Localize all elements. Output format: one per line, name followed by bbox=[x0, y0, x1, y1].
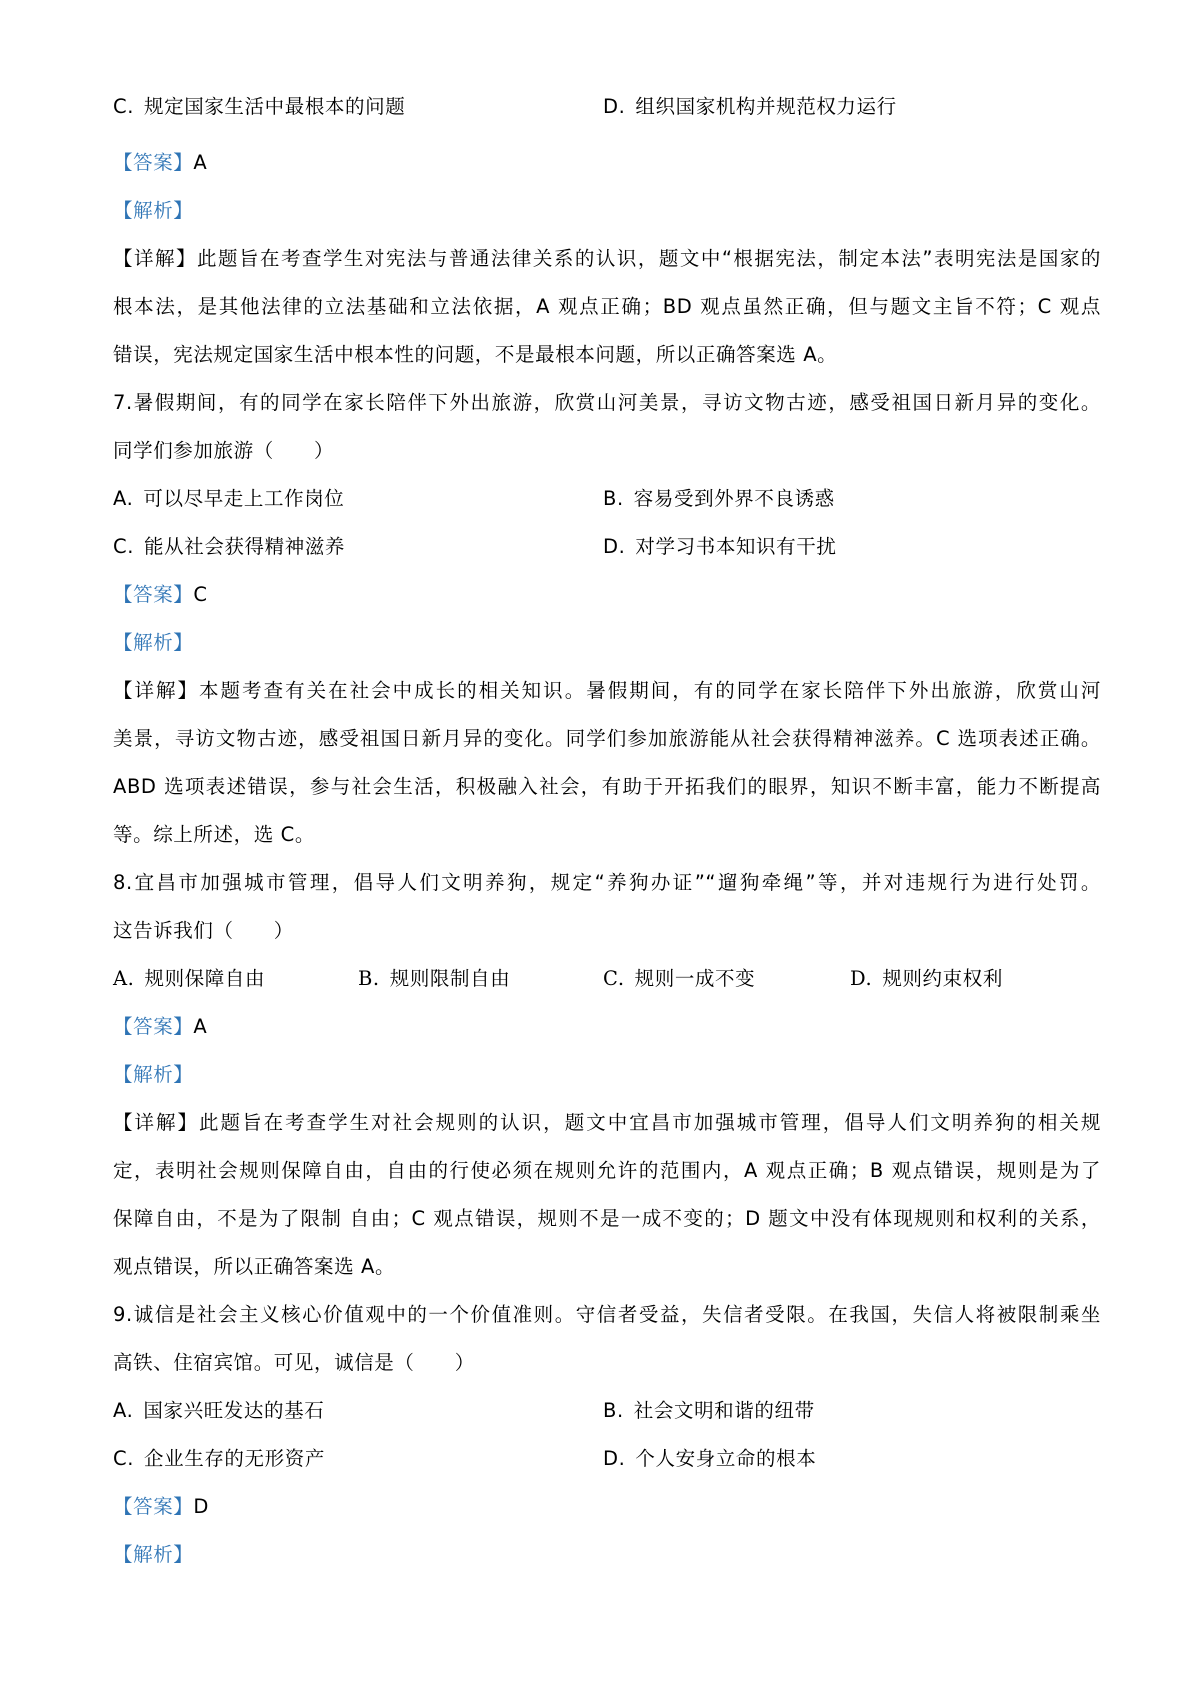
q8-option-b bbox=[358, 964, 510, 994]
q7-option-a bbox=[113, 484, 344, 514]
option-label: B. bbox=[358, 967, 380, 990]
option-text: 规则保障自由 bbox=[144, 967, 266, 990]
q8-detail-line-2: 定，表明社会规则保障自由，自由的行使必须在规则允许的范围内，A 观点正确；B 观点错误，规则是为了 bbox=[113, 1159, 1101, 1182]
q9-stem-line-2: 高铁、住宿宾馆。可见，诚信是（ ） bbox=[113, 1351, 475, 1374]
detail-text: 此题旨在考查学生对社会规则的认识，题文中宜昌市加强城市管理，倡导人们文明养狗的相关规 bbox=[199, 1111, 1102, 1134]
option-label: C. bbox=[113, 95, 135, 118]
q7-detail-line-1 bbox=[113, 676, 1101, 706]
q6-answer bbox=[113, 148, 207, 178]
q7-detail-line-3: ABD 选项表述错误，参与社会生活，积极融入社会，有助于开拓我们的眼界，知识不断丰富，能力不断提高 bbox=[113, 775, 1101, 798]
option-label: C. bbox=[113, 1447, 135, 1470]
q9-stem-line-1: 9.诚信是社会主义核心价值观中的一个价值准则。守信者受益，失信者受限。在我国，失信人将被限制乘坐 bbox=[113, 1303, 1101, 1326]
q7-analysis-tag: 【解析】 bbox=[113, 631, 194, 654]
option-label: C. bbox=[113, 535, 135, 558]
option-text: 规则约束权利 bbox=[882, 967, 1003, 990]
q6-detail-line-3: 错误，宪法规定国家生活中根本性的问题，不是最根本问题，所以正确答案选 A。 bbox=[113, 343, 838, 366]
answer-value: A bbox=[193, 1015, 208, 1038]
q9-analysis-tag: 【解析】 bbox=[113, 1543, 194, 1566]
q7-answer bbox=[113, 580, 208, 610]
option-text: 个人安身立命的根本 bbox=[635, 1447, 817, 1470]
option-label: A. bbox=[113, 1399, 134, 1422]
q8-stem-line-1: 8.宜昌市加强城市管理，倡导人们文明养狗，规定“养狗办证”“遛狗牵绳”等，并对违规行为进行处罚。 bbox=[113, 871, 1101, 894]
answer-value: D bbox=[193, 1495, 210, 1518]
option-text: 企业生存的无形资产 bbox=[144, 1447, 325, 1470]
q8-option-a bbox=[113, 964, 265, 994]
q9-option-b bbox=[603, 1396, 815, 1426]
q7-detail-line-2: 美景，寻访文物古迹，感受祖国日新月异的变化。同学们参加旅游能从社会获得精神滋养。C 选项表述正确。 bbox=[113, 727, 1101, 750]
q7-stem-line-2: 同学们参加旅游（ ） bbox=[113, 439, 335, 462]
detail-tag: 【详解】 bbox=[113, 247, 197, 270]
q8-option-d bbox=[850, 964, 1003, 994]
option-text: 规则限制自由 bbox=[389, 967, 511, 990]
q9-option-a bbox=[113, 1396, 324, 1426]
option-text: 规则一成不变 bbox=[634, 967, 756, 990]
q9-option-d bbox=[603, 1444, 816, 1474]
q8-stem-line-2: 这告诉我们（ ） bbox=[113, 919, 294, 942]
q6-option-d bbox=[603, 92, 897, 122]
detail-tag: 【详解】 bbox=[113, 1111, 200, 1134]
answer-tag: 【答案】 bbox=[113, 583, 194, 606]
option-label: C. bbox=[603, 967, 625, 990]
q7-option-c bbox=[113, 532, 345, 562]
q8-detail-line-4: 观点错误，所以正确答案选 A。 bbox=[113, 1255, 396, 1278]
detail-tag: 【详解】 bbox=[113, 679, 200, 702]
option-text: 规定国家生活中最根本的问题 bbox=[144, 95, 406, 118]
q7-option-d bbox=[603, 532, 836, 562]
q7-detail-line-4: 等。综上所述，选 C。 bbox=[113, 823, 315, 846]
answer-value: A bbox=[193, 151, 208, 174]
option-label: B. bbox=[603, 1399, 624, 1422]
option-label: A. bbox=[113, 967, 135, 990]
option-text: 能从社会获得精神滋养 bbox=[144, 535, 346, 558]
option-text: 社会文明和谐的纽带 bbox=[633, 1399, 815, 1422]
option-text: 容易受到外界不良诱惑 bbox=[633, 487, 835, 510]
q9-answer bbox=[113, 1492, 209, 1522]
q8-option-c bbox=[603, 964, 755, 994]
q6-analysis-tag: 【解析】 bbox=[113, 199, 194, 222]
option-label: A. bbox=[113, 487, 134, 510]
q6-option-c bbox=[113, 92, 405, 122]
q9-option-c bbox=[113, 1444, 325, 1474]
answer-tag: 【答案】 bbox=[113, 151, 194, 174]
option-text: 可以尽早走上工作岗位 bbox=[143, 487, 345, 510]
option-label: D. bbox=[603, 1447, 626, 1470]
answer-value: C bbox=[193, 583, 208, 606]
option-label: B. bbox=[603, 487, 624, 510]
option-label: D. bbox=[850, 967, 873, 990]
answer-tag: 【答案】 bbox=[113, 1495, 194, 1518]
option-text: 对学习书本知识有干扰 bbox=[635, 535, 837, 558]
q8-detail-line-1 bbox=[113, 1108, 1101, 1138]
detail-text: 本题考查有关在社会中成长的相关知识。暑假期间，有的同学在家长陪伴下外出旅游，欣赏山河 bbox=[199, 679, 1102, 702]
detail-text: 此题旨在考查学生对宪法与普通法律关系的认识，题文中“根据宪法，制定本法”表明宪法是国家的 bbox=[196, 247, 1102, 270]
q7-stem-line-1: 7.暑假期间，有的同学在家长陪伴下外出旅游，欣赏山河美景，寻访文物古迹，感受祖国日新月异的变化。 bbox=[113, 391, 1101, 414]
q8-answer bbox=[113, 1012, 207, 1042]
option-label: D. bbox=[603, 535, 626, 558]
answer-tag: 【答案】 bbox=[113, 1015, 194, 1038]
q6-detail-line-1 bbox=[113, 244, 1101, 274]
option-text: 组织国家机构并规范权力运行 bbox=[635, 95, 897, 118]
q6-detail-line-2: 根本法，是其他法律的立法基础和立法依据，A 观点正确；BD 观点虽然正确，但与题文主旨不符；C 观点 bbox=[113, 295, 1101, 318]
option-label: D. bbox=[603, 95, 626, 118]
option-text: 国家兴旺发达的基石 bbox=[143, 1399, 325, 1422]
q8-analysis-tag: 【解析】 bbox=[113, 1063, 194, 1086]
q8-detail-line-3: 保障自由，不是为了限制 自由；C 观点错误，规则不是一成不变的；D 题文中没有体现规则和权利的关系， bbox=[113, 1207, 1101, 1230]
q7-option-b bbox=[603, 484, 835, 514]
